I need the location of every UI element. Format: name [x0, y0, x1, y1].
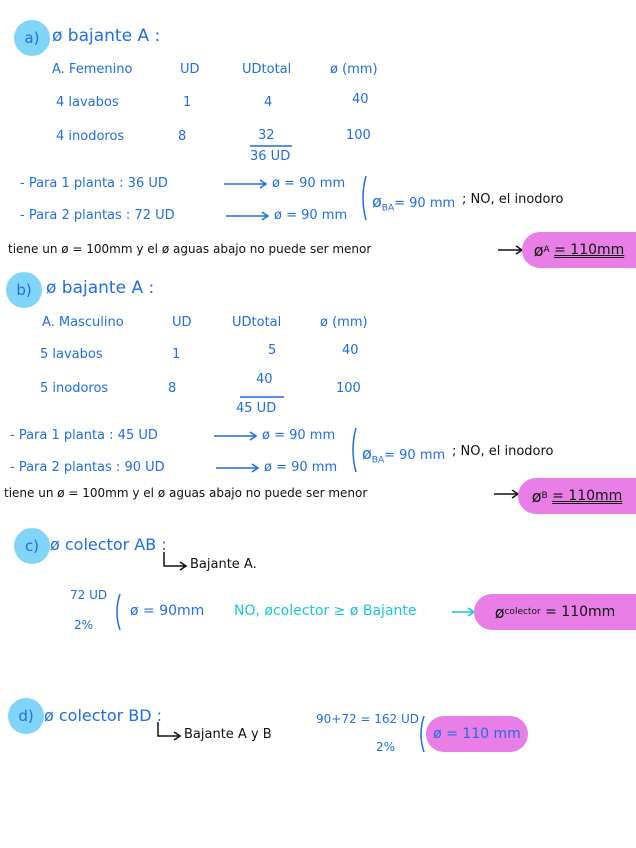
slope-value: 2% [376, 740, 396, 754]
sub-label: Bajante A. [190, 557, 257, 572]
row-udtotal: 40 [256, 372, 273, 387]
brace-icon [421, 716, 424, 752]
section-c-badge: c) [14, 528, 50, 564]
row-item: 4 inodoros [56, 129, 125, 144]
header-ud: UD [172, 315, 192, 330]
floor1-result: ø = 90 mm [262, 428, 336, 443]
arrow-icon [224, 180, 268, 220]
row-ud: 1 [172, 347, 181, 362]
header-ud: UD [180, 62, 200, 77]
ud-value: 90+72 = 162 UD [316, 712, 420, 726]
row-ud: 8 [178, 129, 187, 144]
no-text: ; NO, el inodoro [452, 444, 554, 459]
floor2-line: - Para 2 plantas : 72 UD [20, 208, 175, 223]
result-pill-b: ø B = 110mm [518, 478, 636, 514]
brace-result: $ø_{BA}= 90$ mm [372, 192, 456, 214]
header-group: A. Masculino [42, 315, 124, 330]
row-udtotal: 32 [258, 128, 275, 143]
row-diameter: 100 [346, 128, 371, 143]
floor2-line: - Para 2 plantas : 90 UD [10, 460, 165, 475]
row-udtotal: 5 [268, 343, 277, 358]
section-b-badge: b) [6, 272, 42, 308]
sum-total: 36 UD [250, 149, 291, 164]
section-a-badge: a) [14, 20, 50, 56]
bent-arrow-icon [164, 552, 186, 570]
result-pill-a: ø A = 110mm [522, 232, 636, 268]
explanation: tiene un ø = 100mm y el ø aguas abajo no puede ser menor [8, 242, 372, 256]
brace-icon [363, 176, 366, 220]
row-ud: 1 [183, 95, 192, 110]
header-udtotal: UDtotal [232, 315, 282, 330]
ud-value: 72 UD [70, 588, 108, 602]
floor1-line: - Para 1 planta : 45 UD [10, 428, 158, 443]
brace-icon [353, 428, 356, 472]
floor2-result: ø = 90 mm [264, 460, 338, 475]
no-text: ; NO, el inodoro [462, 192, 564, 207]
section-d-title: ø colector BD : [44, 706, 163, 725]
row-ud: 8 [168, 381, 177, 396]
header-group: A. Femenino [52, 62, 133, 77]
slope-value: 2% [74, 618, 94, 632]
row-diameter: 100 [336, 381, 361, 396]
floor1-result: ø = 90 mm [272, 176, 346, 191]
row-item: 5 inodoros [40, 381, 109, 396]
diameter-result: ø = 90mm [130, 603, 205, 619]
section-b-title: ø bajante A : [46, 278, 155, 298]
brace-result: $ø_{BA}= 90$ mm [362, 444, 446, 466]
explanation: tiene un ø = 100mm y el ø aguas abajo no puede ser menor [4, 486, 368, 500]
floor1-line: - Para 1 planta : 36 UD [20, 176, 168, 191]
arrow-icon [214, 432, 258, 472]
arrow-icon [494, 490, 518, 498]
floor2-result: ø = 90 mm [274, 208, 348, 223]
row-item: 5 lavabos [40, 347, 103, 362]
header-udtotal: UDtotal [242, 62, 292, 77]
header-diameter: ø (mm) [320, 315, 368, 330]
arrow-icon [498, 246, 522, 254]
header-diameter: ø (mm) [330, 62, 378, 77]
result-pill-c: ø colector = 110mm [474, 594, 636, 630]
section-d-badge: d) [8, 698, 44, 734]
sum-total: 45 UD [236, 401, 277, 416]
section-a-title: ø bajante A : [52, 26, 161, 46]
brace-icon [117, 594, 120, 630]
section-c-title: ø colector AB : [50, 535, 167, 554]
result-pill-d: ø = 110 mm [426, 716, 528, 752]
condition-text: NO, øcolector ≥ ø Bajante [234, 603, 417, 619]
row-udtotal: 4 [264, 95, 273, 110]
row-diameter: 40 [352, 92, 369, 107]
row-diameter: 40 [342, 343, 359, 358]
row-item: 4 lavabos [56, 95, 119, 110]
sub-label: Bajante A y B [184, 727, 272, 742]
arrow-icon [452, 608, 474, 616]
